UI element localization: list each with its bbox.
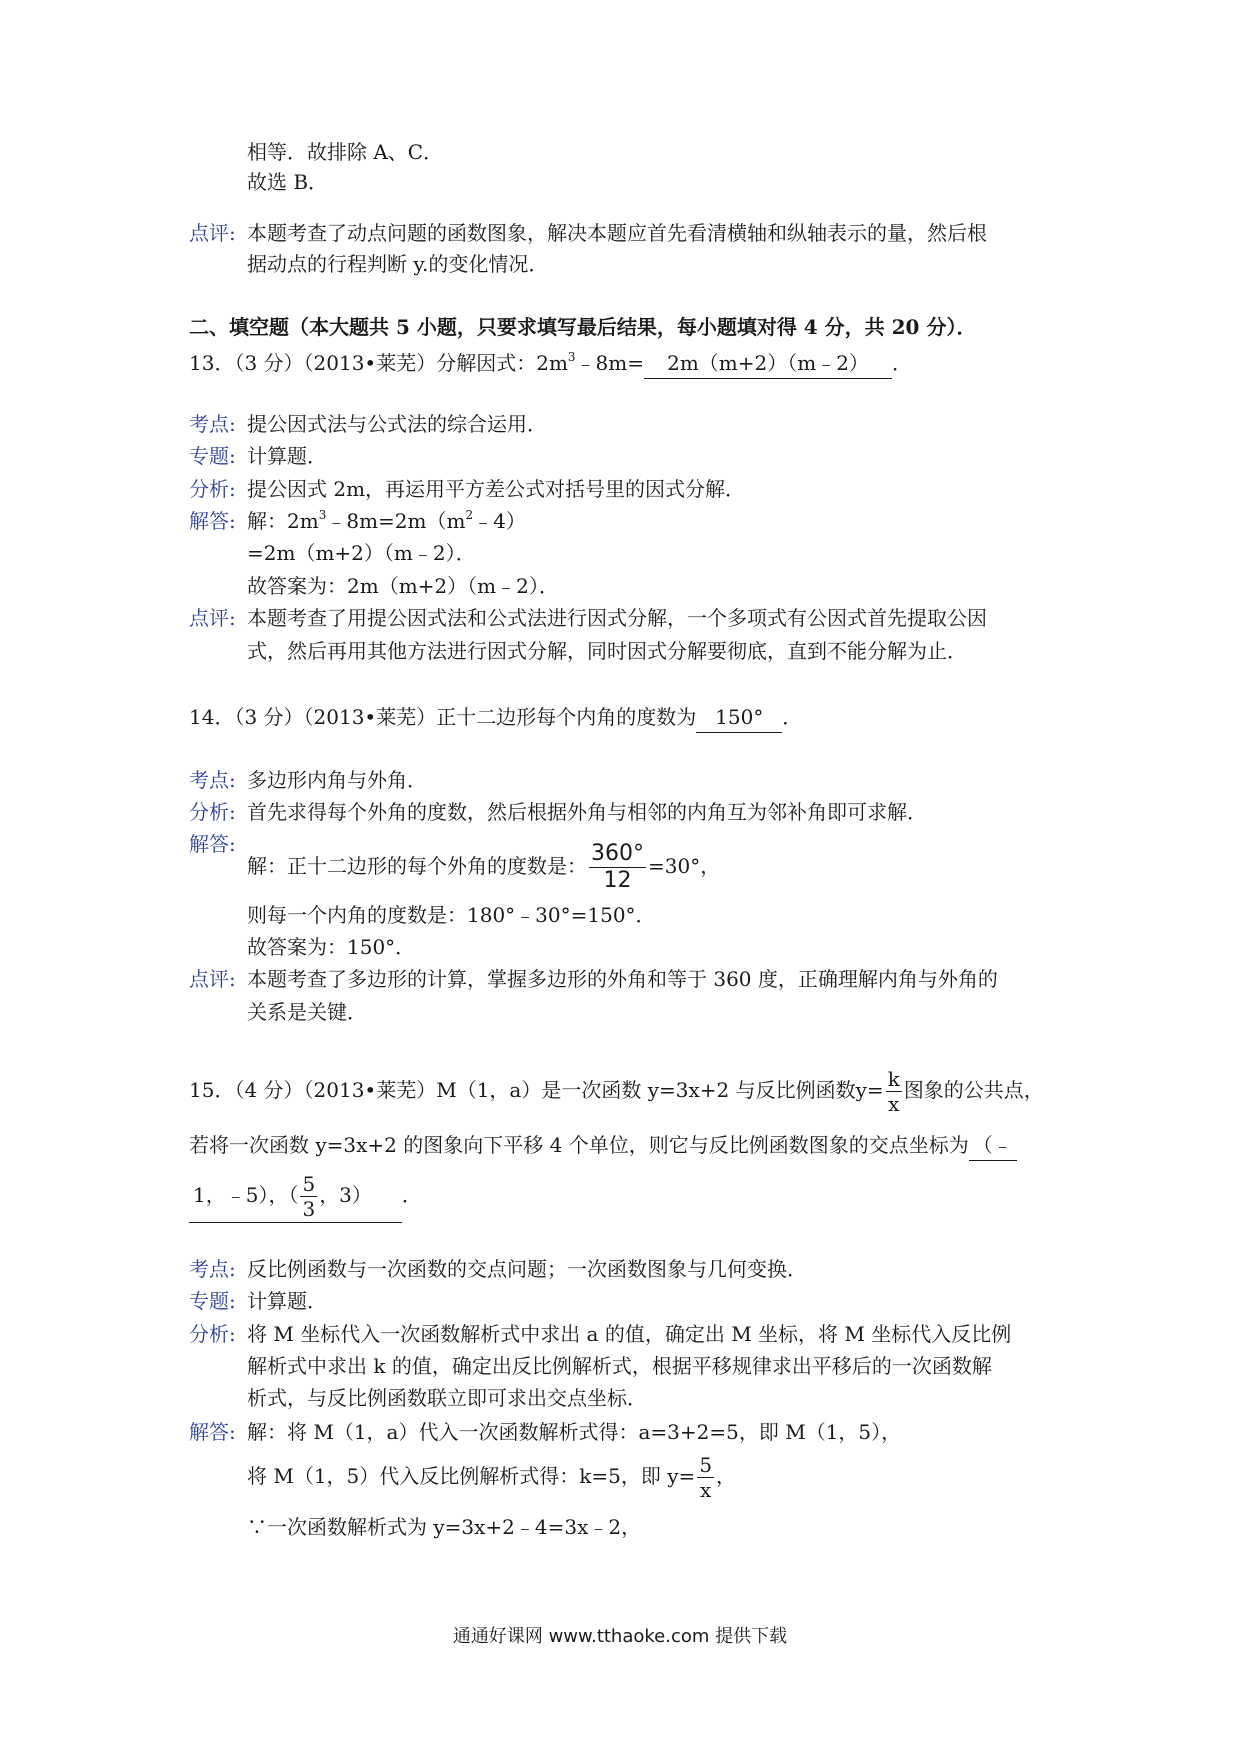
fraction-denominator: 3	[302, 1197, 316, 1221]
math-text: ，	[716, 1464, 737, 1488]
label-point: 考点:	[189, 1257, 236, 1281]
math-text: 解：2m	[247, 509, 319, 533]
math-text: ﹣8m=2m（m	[326, 509, 466, 533]
answer-blank: 2m（m+2）（m﹣2）	[644, 348, 892, 379]
fraction-denominator: 12	[603, 868, 632, 893]
stem-text: 14．（3 分）（2013•莱芜）正十二边形每个内角的度数为	[189, 705, 697, 729]
point-text: 反比例函数与一次函数的交点问题；一次函数图象与几何变换．	[247, 1257, 807, 1281]
solution-line: 故答案为：2m（m+2）（m﹣2）．	[247, 574, 559, 598]
answer-blank: （﹣	[969, 1130, 1017, 1161]
answer-text: ，3）	[319, 1183, 372, 1207]
analysis-text: 将 M 坐标代入一次函数解析式中求出 a 的值，确定出 M 坐标，将 M 坐标代入反比例	[247, 1322, 1012, 1346]
stem-text: ．	[892, 351, 913, 375]
question-15-answer	[189, 1168, 422, 1223]
solution-line: 解：将 M（1，a）代入一次函数解析式得：a=3+2=5，即 M（1，5），	[247, 1420, 902, 1444]
fraction-denominator: x	[700, 1478, 712, 1502]
label-comment: 点评:	[189, 606, 236, 630]
solution-line	[247, 506, 526, 536]
text-line: 故选 B．	[247, 170, 329, 194]
label-solution: 解答:	[189, 832, 236, 856]
comment-label: 点评:	[189, 221, 236, 245]
solution-line: ∵一次函数解析式为 y=3x+2﹣4=3x﹣2，	[247, 1515, 642, 1539]
stem-text: ．	[782, 705, 803, 729]
fraction-numerator: 360°	[591, 841, 644, 866]
answer-text: 1，﹣5），（	[193, 1183, 299, 1207]
math-text: ﹣4）	[473, 509, 526, 533]
fraction	[697, 1455, 714, 1500]
comment-text: 本题考查了动点问题的函数图象，解决本题应首先看清横轴和纵轴表示的量，然后根	[247, 221, 987, 245]
text-line: 相等．故排除 A、C．	[247, 140, 444, 164]
exponent: 2	[465, 508, 474, 522]
comment-text: 式，然后再用其他方法进行因式分解，同时因式分解要彻底，直到不能分解为止．	[247, 639, 967, 663]
comment-text: 据动点的行程判断 y.的变化情况．	[247, 252, 549, 276]
question-15-stem	[189, 1066, 1044, 1114]
stem-text: ．	[401, 1183, 422, 1207]
label-comment: 点评:	[189, 967, 236, 991]
point-text: 多边形内角与外角．	[247, 768, 427, 792]
stem-text: ﹣8m=	[575, 351, 645, 375]
math-text: y=	[855, 1078, 884, 1102]
analysis-text: 提公因式 2m，再运用平方差公式对括号里的因式分解．	[247, 477, 746, 501]
fraction-numerator: k	[887, 1067, 900, 1091]
topic-text: 计算题．	[247, 1289, 327, 1313]
question-13-stem	[189, 348, 912, 379]
exponent: 3	[567, 350, 576, 364]
math-text: =30°，	[648, 854, 721, 878]
label-solution: 解答:	[189, 509, 236, 533]
solution-line	[247, 842, 720, 892]
analysis-text: 首先求得每个外角的度数，然后根据外角与相邻的内角互为邻补角即可求解．	[247, 800, 927, 824]
stem-text: 图象的公共点，	[903, 1078, 1044, 1102]
answer-blank: 150°	[696, 702, 782, 733]
comment-text: 本题考查了多边形的计算，掌握多边形的外角和等于 360 度，正确理解内角与外角的	[247, 967, 998, 991]
stem-text: 若将一次函数 y=3x+2 的图象向下平移 4 个单位，则它与反比例函数图象的交点坐标为	[189, 1133, 969, 1157]
fraction	[300, 1174, 317, 1219]
topic-text: 计算题．	[247, 444, 327, 468]
stem-text: 15．（4 分）（2013•莱芜）M（1，a）是一次函数 y=3x+2 与反比例函数	[189, 1078, 856, 1102]
section-heading: 二、填空题（本大题共 5 小题，只要求填写最后结果，每小题填对得 4 分，共 20 分）．	[189, 315, 977, 339]
label-solution: 解答:	[189, 1420, 236, 1444]
fraction	[886, 1069, 902, 1114]
analysis-text: 解析式中求出 k 的值，确定出反比例解析式，根据平移规律求出平移后的一次函数解	[247, 1354, 992, 1378]
solution-line: 则每一个内角的度数是：180°﹣30°=150°．	[247, 903, 656, 927]
comment-text: 本题考查了用提公因式法和公式法进行因式分解，一个多项式有公因式首先提取公因	[247, 606, 987, 630]
point-text: 提公因式法与公式法的综合运用．	[247, 412, 547, 436]
comment-text: 关系是关键．	[247, 1000, 367, 1024]
stem-text: 13．（3 分）（2013•莱芜）分解因式：2m	[189, 351, 568, 375]
label-point: 考点:	[189, 768, 236, 792]
fraction-denominator: x	[888, 1092, 900, 1116]
label-analysis: 分析:	[189, 477, 236, 501]
fraction-numerator: 5	[699, 1453, 713, 1477]
label-topic: 专题:	[189, 1289, 236, 1313]
label-analysis: 分析:	[189, 800, 236, 824]
label-point: 考点:	[189, 412, 236, 436]
exponent: 3	[318, 508, 327, 522]
solution-line	[247, 1452, 736, 1500]
answer-blank	[189, 1168, 402, 1223]
solution-line: 故答案为：150°．	[247, 935, 416, 959]
question-14-stem	[189, 702, 802, 733]
solution-line: =2m（m+2）（m﹣2）．	[247, 541, 476, 565]
analysis-text: 析式，与反比例函数联立即可求出交点坐标．	[247, 1386, 647, 1410]
label-topic: 专题:	[189, 444, 236, 468]
fraction	[589, 843, 646, 892]
math-text: 解：正十二边形的每个外角的度数是：	[247, 854, 587, 878]
fraction-numerator: 5	[302, 1172, 316, 1196]
page-footer: 通通好课网 www.tthaoke.com 提供下载	[452, 1626, 788, 1647]
math-text: 将 M（1，5）代入反比例解析式得：k=5，即 y=	[247, 1464, 696, 1488]
question-15-stem	[189, 1130, 1017, 1161]
label-analysis: 分析:	[189, 1322, 236, 1346]
